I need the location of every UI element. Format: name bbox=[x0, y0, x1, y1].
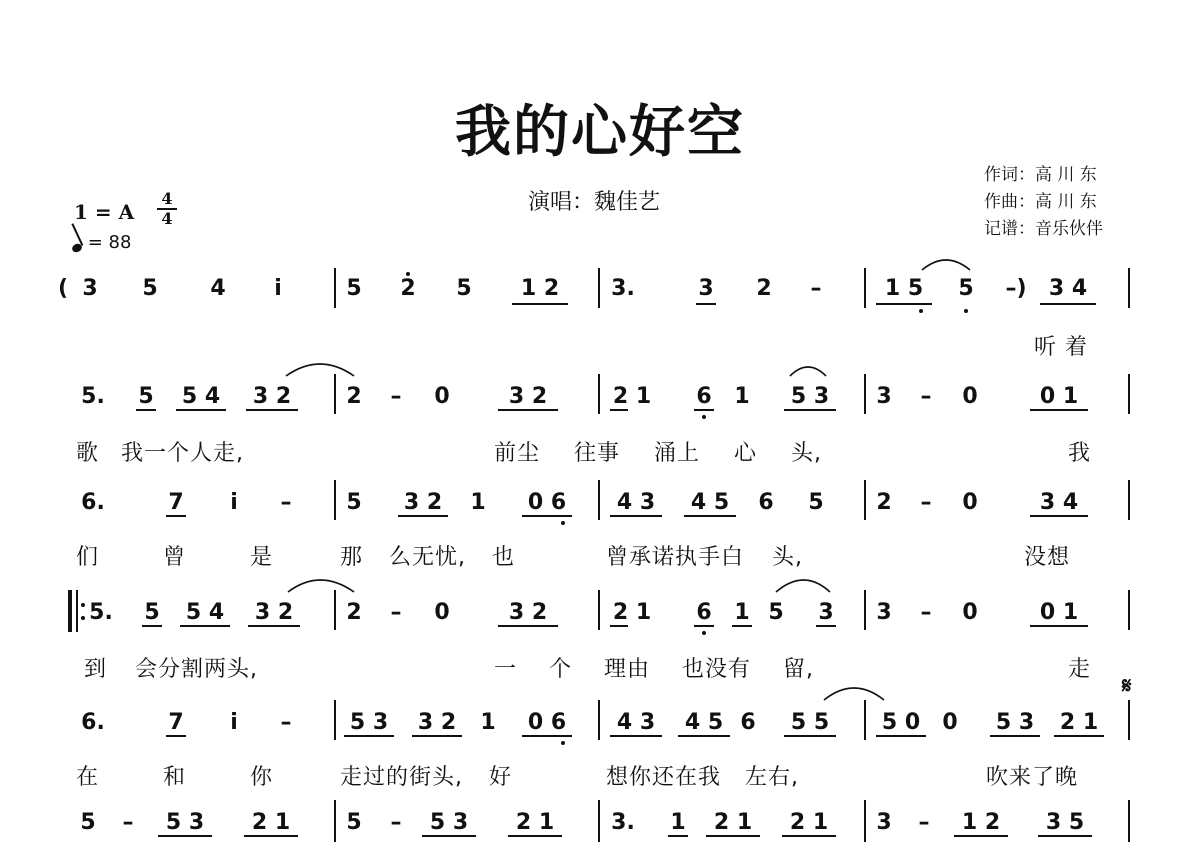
lyricist-credit: 作词：高 川 东 bbox=[984, 165, 1097, 185]
beam-underline bbox=[610, 735, 662, 737]
low-octave-dot bbox=[964, 309, 968, 313]
notation-token: –) bbox=[1005, 276, 1027, 301]
barline bbox=[334, 700, 336, 740]
beam-underline bbox=[1040, 303, 1096, 305]
notation-token: 1 bbox=[734, 600, 750, 625]
tie-slur bbox=[286, 364, 354, 376]
notation-token: 3 2 bbox=[417, 710, 457, 735]
notation-token: 1 bbox=[480, 710, 496, 735]
segno-icon: 𝄋 bbox=[1122, 674, 1132, 699]
notation-token: 2 1 bbox=[612, 384, 652, 409]
notation-token: 3 2 bbox=[508, 600, 548, 625]
lyric-line: 一 个 理由 也没有 留, bbox=[494, 657, 814, 682]
notation-token: – bbox=[122, 810, 134, 835]
notation-token: 3. bbox=[611, 810, 635, 835]
barline bbox=[334, 800, 336, 842]
notation-token: 5 bbox=[456, 276, 472, 301]
low-octave-dot bbox=[919, 309, 923, 313]
notation-token: i bbox=[230, 710, 238, 735]
notation-token: 4 3 bbox=[616, 710, 656, 735]
beam-underline bbox=[166, 735, 186, 737]
beam-underline bbox=[1030, 515, 1088, 517]
notation-token: 0 bbox=[962, 490, 978, 515]
notation-token: 2 1 bbox=[789, 810, 829, 835]
barline bbox=[864, 700, 866, 740]
beam-underline bbox=[696, 303, 716, 305]
notation-token: 0 bbox=[434, 600, 450, 625]
notation-token: 4 5 bbox=[684, 710, 724, 735]
beam-underline bbox=[876, 303, 932, 305]
notation-token: 3 4 bbox=[1048, 276, 1088, 301]
beam-underline bbox=[816, 625, 836, 627]
barline bbox=[76, 590, 78, 632]
beam-underline bbox=[522, 515, 572, 517]
beam-underline bbox=[398, 515, 448, 517]
transcriber-credit: 记谱：音乐伙伴 bbox=[984, 219, 1103, 239]
notation-token: – bbox=[920, 600, 932, 625]
notation-token: – bbox=[390, 600, 402, 625]
barline bbox=[334, 268, 336, 308]
barline bbox=[1128, 268, 1130, 308]
barline bbox=[1128, 700, 1130, 740]
lyric-line: 前尘 往事 涌上 心 头, bbox=[494, 441, 822, 466]
lyric-line: 那 么无忧, 也 bbox=[340, 545, 515, 570]
notation-token: 3 bbox=[876, 810, 892, 835]
barline bbox=[864, 480, 866, 520]
tempo-value: = 88 bbox=[87, 232, 132, 253]
notation-token: 2 bbox=[756, 276, 772, 301]
notation-token: 1 bbox=[670, 810, 686, 835]
notation-token: 1 2 bbox=[961, 810, 1001, 835]
notation-token: 3 bbox=[698, 276, 714, 301]
beam-underline bbox=[1030, 625, 1088, 627]
notation-token: 1 bbox=[470, 490, 486, 515]
beam-underline bbox=[508, 835, 562, 837]
notation-token: 6 bbox=[696, 384, 712, 409]
barline bbox=[864, 374, 866, 414]
notation-token: – bbox=[390, 384, 402, 409]
barline bbox=[864, 590, 866, 630]
notation-token: 2 1 bbox=[515, 810, 555, 835]
beam-underline bbox=[498, 409, 558, 411]
beam-underline bbox=[782, 835, 836, 837]
notation-token: 3 bbox=[876, 384, 892, 409]
time-sig-bottom: 4 bbox=[161, 209, 173, 228]
notation-token: 3 2 bbox=[252, 384, 292, 409]
notation-token: 4 3 bbox=[616, 490, 656, 515]
lyric-line: 曾承诺执手白 头, bbox=[606, 545, 803, 570]
barline bbox=[1128, 800, 1130, 842]
beam-underline bbox=[136, 409, 156, 411]
barline bbox=[334, 374, 336, 414]
barline bbox=[598, 700, 600, 740]
notation-token: i bbox=[274, 276, 282, 301]
beam-underline bbox=[610, 515, 662, 517]
tie-slur bbox=[922, 260, 970, 270]
beam-underline bbox=[990, 735, 1040, 737]
notation-token: 0 bbox=[434, 384, 450, 409]
notation-token: 5 0 bbox=[881, 710, 921, 735]
notation-token: 3. bbox=[611, 276, 635, 301]
lyric-line: 歌 我一个人走, bbox=[76, 441, 244, 466]
notation-token: 5 bbox=[346, 810, 362, 835]
notation-token: 5 3 bbox=[349, 710, 389, 735]
lyric-line: 吹来了晚 bbox=[986, 765, 1079, 790]
lyric-line: 没想 bbox=[1024, 545, 1071, 570]
singer-credit: 演唱：魏佳艺 bbox=[528, 190, 661, 215]
notation-token: – bbox=[918, 810, 930, 835]
barline bbox=[864, 800, 866, 842]
notation-token: 6. bbox=[81, 490, 105, 515]
notation-token: 5 4 bbox=[181, 384, 221, 409]
notation-token: 6 bbox=[696, 600, 712, 625]
repeat-dot bbox=[81, 616, 85, 620]
notation-token: 3 2 bbox=[254, 600, 294, 625]
barline bbox=[334, 480, 336, 520]
time-signature bbox=[157, 189, 177, 228]
notation-token: 3 bbox=[818, 600, 834, 625]
notation-token: 2 1 bbox=[713, 810, 753, 835]
barline bbox=[598, 480, 600, 520]
notation-token: – bbox=[280, 490, 292, 515]
beam-underline bbox=[422, 835, 476, 837]
notation-token: 5 4 bbox=[185, 600, 225, 625]
beam-underline bbox=[784, 409, 836, 411]
notation-token: 7 bbox=[168, 710, 184, 735]
notation-token: i bbox=[230, 490, 238, 515]
notation-token: – bbox=[920, 490, 932, 515]
notation-token: 5. bbox=[89, 600, 113, 625]
repeat-dot bbox=[81, 603, 85, 607]
beam-underline bbox=[694, 625, 714, 627]
notation-token: 5 bbox=[142, 276, 158, 301]
notation-token: 5 3 bbox=[165, 810, 205, 835]
beam-underline bbox=[732, 625, 752, 627]
song-title: 我的心好空 bbox=[455, 99, 745, 165]
lyric-line: 在 和 你 bbox=[76, 765, 273, 790]
beam-underline bbox=[1030, 409, 1088, 411]
notation-token: – bbox=[810, 276, 822, 301]
tie-slur bbox=[776, 580, 830, 592]
beam-underline bbox=[678, 735, 730, 737]
beam-underline bbox=[784, 735, 836, 737]
high-octave-dot bbox=[406, 272, 410, 276]
notation-token: 0 1 bbox=[1039, 600, 1079, 625]
barline bbox=[1128, 480, 1130, 520]
notation-token: 3 4 bbox=[1039, 490, 1079, 515]
notation-token: ( bbox=[58, 276, 69, 301]
notation-token: 1 bbox=[734, 384, 750, 409]
notation-token: 5 3 bbox=[429, 810, 469, 835]
beam-underline bbox=[158, 835, 212, 837]
notation-token: 2 1 bbox=[1059, 710, 1099, 735]
notation-token: 0 1 bbox=[1039, 384, 1079, 409]
tempo-marking bbox=[72, 232, 131, 253]
time-sig-top: 4 bbox=[161, 189, 173, 208]
notation-token: 5 bbox=[958, 276, 974, 301]
notation-token: 5 3 bbox=[995, 710, 1035, 735]
low-octave-dot bbox=[561, 521, 565, 525]
notation-token: 0 6 bbox=[527, 710, 567, 735]
barline bbox=[598, 800, 600, 842]
beam-underline bbox=[498, 625, 558, 627]
notation-token: 5 5 bbox=[790, 710, 830, 735]
beam-underline bbox=[684, 515, 736, 517]
key-signature: 1 = A bbox=[74, 200, 135, 224]
notation-token: 5 bbox=[808, 490, 824, 515]
notation-token: – bbox=[280, 710, 292, 735]
beam-underline bbox=[248, 625, 300, 627]
notation-token: 2 1 bbox=[251, 810, 291, 835]
notation-token: 6 bbox=[758, 490, 774, 515]
notation-token: 3 bbox=[876, 600, 892, 625]
notation-token: 1 5 bbox=[884, 276, 924, 301]
beam-underline bbox=[610, 625, 628, 627]
beam-underline bbox=[1054, 735, 1104, 737]
lyric-line: 我 bbox=[1068, 441, 1092, 466]
notation-token: 2 bbox=[400, 276, 416, 301]
notation-token: 5 bbox=[768, 600, 784, 625]
notation-token: 0 bbox=[962, 384, 978, 409]
barline bbox=[334, 590, 336, 630]
low-octave-dot bbox=[702, 631, 706, 635]
notation-token: 3 bbox=[82, 276, 98, 301]
barline bbox=[864, 268, 866, 308]
beam-underline bbox=[610, 409, 628, 411]
notation-token: 2 bbox=[876, 490, 892, 515]
notation-token: 3 5 bbox=[1045, 810, 1085, 835]
composer-credit: 作曲：高 川 东 bbox=[984, 192, 1097, 212]
tie-slur bbox=[288, 580, 354, 592]
beam-underline bbox=[412, 735, 462, 737]
notation-token: 6. bbox=[81, 710, 105, 735]
notation-token: 1 2 bbox=[520, 276, 560, 301]
beam-underline bbox=[512, 303, 568, 305]
barline bbox=[1128, 374, 1130, 414]
barline bbox=[598, 374, 600, 414]
beam-underline bbox=[344, 735, 394, 737]
beam-underline bbox=[1038, 835, 1092, 837]
notation-token: 5 bbox=[144, 600, 160, 625]
lyric-line: 走 bbox=[1068, 657, 1092, 682]
notation-token: 5 bbox=[346, 490, 362, 515]
beam-underline bbox=[180, 625, 230, 627]
lyric-line: 走过的街头, 好 bbox=[340, 765, 512, 790]
beam-underline bbox=[176, 409, 226, 411]
lyric-line: 听 着 bbox=[1034, 335, 1088, 360]
low-octave-dot bbox=[702, 415, 706, 419]
notation-token: 4 bbox=[210, 276, 226, 301]
notation-token: 5 bbox=[80, 810, 96, 835]
beam-underline bbox=[954, 835, 1008, 837]
quarter-note-icon bbox=[71, 242, 83, 253]
credits-block bbox=[984, 162, 1103, 243]
beam-underline bbox=[706, 835, 760, 837]
beam-underline bbox=[668, 835, 688, 837]
beam-underline bbox=[246, 409, 298, 411]
notation-token: 0 6 bbox=[527, 490, 567, 515]
notation-token: 6 bbox=[740, 710, 756, 735]
barline bbox=[598, 268, 600, 308]
beam-underline bbox=[166, 515, 186, 517]
notation-token: 5 bbox=[346, 276, 362, 301]
lyric-line: 们 曾 是 bbox=[76, 545, 273, 570]
beam-underline bbox=[694, 409, 714, 411]
beam-underline bbox=[244, 835, 298, 837]
notation-token: 0 bbox=[962, 600, 978, 625]
low-octave-dot bbox=[561, 741, 565, 745]
tie-slur bbox=[824, 688, 884, 700]
notation-token: 0 bbox=[942, 710, 958, 735]
notation-token: 2 bbox=[346, 384, 362, 409]
lyric-line: 想你还在我 左右, bbox=[606, 765, 799, 790]
tie-slur bbox=[790, 367, 826, 376]
beam-underline bbox=[142, 625, 162, 627]
barline bbox=[1128, 590, 1130, 630]
notation-token: – bbox=[390, 810, 402, 835]
notation-token: 5 bbox=[138, 384, 154, 409]
notation-token: 4 5 bbox=[690, 490, 730, 515]
lyric-line: 到 会分割两头, bbox=[84, 657, 258, 682]
beam-underline bbox=[876, 735, 926, 737]
notation-token: 7 bbox=[168, 490, 184, 515]
barline bbox=[598, 590, 600, 630]
notation-token: 5 3 bbox=[790, 384, 830, 409]
notation-token: 5. bbox=[81, 384, 105, 409]
notation-token: 2 1 bbox=[612, 600, 652, 625]
notation-token: – bbox=[920, 384, 932, 409]
notation-token: 2 bbox=[346, 600, 362, 625]
notation-token: 3 2 bbox=[508, 384, 548, 409]
notation-token: 3 2 bbox=[403, 490, 443, 515]
repeat-start-barline bbox=[68, 590, 72, 632]
beam-underline bbox=[522, 735, 572, 737]
